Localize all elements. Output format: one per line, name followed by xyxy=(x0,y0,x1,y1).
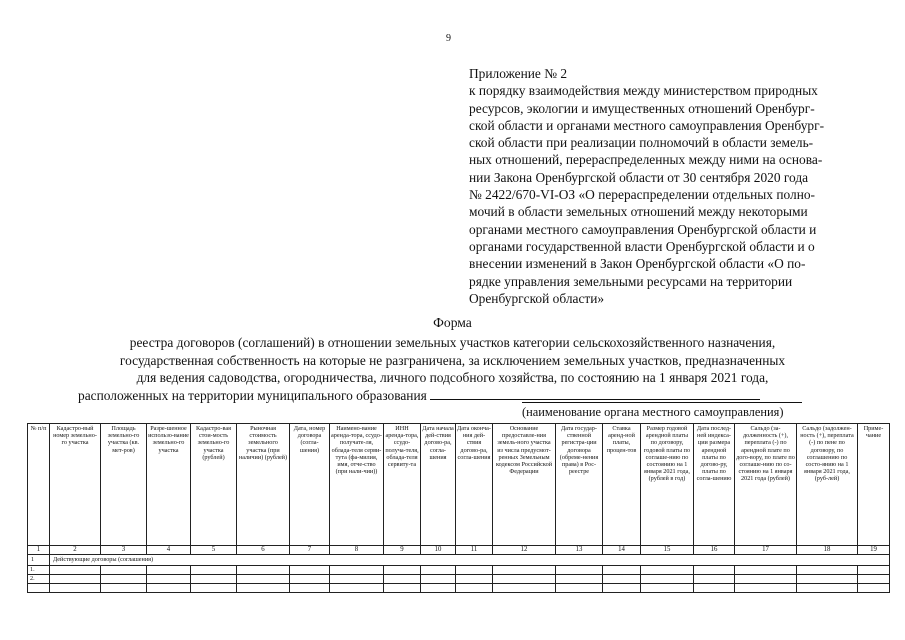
appendix-line: органами государственной власти Оренбургской области и о xyxy=(469,238,815,254)
cell[interactable] xyxy=(603,575,641,584)
col-number: 13 xyxy=(556,546,603,555)
cell[interactable] xyxy=(456,575,493,584)
section-num-cell: 1 xyxy=(28,555,50,566)
cell[interactable] xyxy=(147,566,191,575)
column-number-row xyxy=(28,546,890,555)
cell[interactable] xyxy=(384,566,421,575)
cell[interactable] xyxy=(330,584,384,593)
appendix-title: Приложение № 2 xyxy=(469,66,568,81)
col-number: 16 xyxy=(694,546,735,555)
col-number: 11 xyxy=(456,546,493,555)
appendix-line: ской области и органами местного самоуправления Оренбург- xyxy=(469,117,825,133)
appendix-line: Оренбургской области» xyxy=(469,290,605,306)
appendix-line: ской области при реализации полномочий в области земель- xyxy=(469,135,814,151)
cell[interactable] xyxy=(330,566,384,575)
appendix-line: к порядку взаимодействия между министерством природных xyxy=(469,83,818,99)
col-number: 15 xyxy=(641,546,694,555)
col-header: Кадастро-вый номер земельно-го участка xyxy=(50,424,101,546)
section-row xyxy=(28,555,890,566)
cell[interactable] xyxy=(797,584,858,593)
page-number: 9 xyxy=(446,33,451,44)
cell[interactable] xyxy=(556,575,603,584)
cell[interactable] xyxy=(237,566,290,575)
municipality-blank-line[interactable] xyxy=(430,387,760,400)
row-num: 2. xyxy=(28,575,50,584)
cell[interactable] xyxy=(556,584,603,593)
col-header: Сальдо (за-долженность (+), переплата (-) по арендной плате по дого-вору, по плате по соглаше-нию по со-стоянию на 1 января 2021 года (рублей) xyxy=(735,424,797,546)
appendix-line: внесении изменений в Закон Оренбургской области «О по- xyxy=(469,256,806,272)
cell[interactable] xyxy=(237,575,290,584)
col-number: 17 xyxy=(735,546,797,555)
cell[interactable] xyxy=(456,584,493,593)
col-header: Сальдо (задолжен-ность (+), переплата (-) по пене по договору, по соглашению по состо-янию на 1 января 2021 года, (руб-лей) xyxy=(797,424,858,546)
appendix-line: ных отношений, перераспределенных между ними на основа- xyxy=(469,152,823,168)
cell[interactable] xyxy=(421,566,456,575)
col-header: Приме-чание xyxy=(858,424,890,546)
intro-last-text: расположенных на территории муниципального образования xyxy=(78,387,427,403)
col-number: 18 xyxy=(797,546,858,555)
col-number: 14 xyxy=(603,546,641,555)
col-number: 4 xyxy=(147,546,191,555)
row-num xyxy=(28,584,50,593)
cell[interactable] xyxy=(290,566,330,575)
appendix-line: нии Закона Оренбургской области от 30 сентября 2020 года xyxy=(469,169,809,185)
intro-text xyxy=(0,334,905,404)
col-number: 9 xyxy=(384,546,421,555)
cell[interactable] xyxy=(384,584,421,593)
col-header: Кадастро-вая стои-мость земельно-го участка (рублей) xyxy=(191,424,237,546)
cell[interactable] xyxy=(290,584,330,593)
intro-line: для ведения садоводства, огородничества, личного подсобного хозяйства, по состоянию на 1 января 2021 года, xyxy=(136,370,769,386)
cell[interactable] xyxy=(735,584,797,593)
cell[interactable] xyxy=(641,566,694,575)
col-header: Дата послед-ней индекса-ции размера арендной платы по догово-ру, платы по согла-шению xyxy=(694,424,735,546)
cell[interactable] xyxy=(797,566,858,575)
section-title: Действующие договоры (соглашения) xyxy=(50,555,890,566)
col-number: 7 xyxy=(290,546,330,555)
col-header: Дата, номер договора (согла-шения) xyxy=(290,424,330,546)
cell[interactable] xyxy=(101,575,147,584)
cell[interactable] xyxy=(493,566,556,575)
cell[interactable] xyxy=(493,584,556,593)
form-label: Форма xyxy=(433,315,472,330)
appendix-line: мочий в области земельных отношений между некоторыми xyxy=(469,204,808,220)
col-header: Разре-шенное использо-вание земельно-го участка xyxy=(147,424,191,546)
cell[interactable] xyxy=(694,566,735,575)
col-number: 10 xyxy=(421,546,456,555)
col-header: Дата оконча-ния дей-ствия догово-ра, согла-шения xyxy=(456,424,493,546)
cell[interactable] xyxy=(797,575,858,584)
cell[interactable] xyxy=(237,584,290,593)
cell[interactable] xyxy=(556,566,603,575)
cell[interactable] xyxy=(858,575,890,584)
cell[interactable] xyxy=(101,584,147,593)
table-row[interactable] xyxy=(28,584,890,593)
cell[interactable] xyxy=(858,584,890,593)
col-header: Ставка аренд-ной платы, процен-тов xyxy=(603,424,641,546)
cell[interactable] xyxy=(290,575,330,584)
cell[interactable] xyxy=(421,575,456,584)
intro-line: реестра договоров (соглашений) в отношении земельных участков категории сельскохозяйственного назначения, xyxy=(129,335,776,350)
registry-table xyxy=(27,423,890,593)
appendix-line: ресурсов, экологии и имущественных отношений Оренбург- xyxy=(469,100,815,116)
cell[interactable] xyxy=(50,584,101,593)
col-header: Размер годовой арендной платы по договору, годовой платы по соглаше-нию по состоянию на 1 января 2021 года, (рублей в год) xyxy=(641,424,694,546)
header-row xyxy=(28,424,890,546)
col-number: 8 xyxy=(330,546,384,555)
cell[interactable] xyxy=(603,584,641,593)
appendix-line: органами местного самоуправления Оренбургской области и xyxy=(469,221,817,237)
cell[interactable] xyxy=(147,584,191,593)
org-name-blank-line[interactable] xyxy=(522,402,802,403)
col-number: 12 xyxy=(493,546,556,555)
appendix-line: № 2422/670-VI-ОЗ «О перераспределении отдельных полно- xyxy=(469,187,816,203)
cell[interactable] xyxy=(101,566,147,575)
col-header: Основание предоставле-ния земель-ного участка из числа предусмот-ренных Земельным кодексом Российской Федерации xyxy=(493,424,556,546)
col-number: 6 xyxy=(237,546,290,555)
row-num: 1. xyxy=(28,566,50,575)
cell[interactable] xyxy=(858,566,890,575)
cell[interactable] xyxy=(456,566,493,575)
cell[interactable] xyxy=(493,575,556,584)
col-header: Рыночная стоимость земельного участка (при наличии) (рублей) xyxy=(237,424,290,546)
cell[interactable] xyxy=(191,584,237,593)
cell[interactable] xyxy=(50,566,101,575)
col-header: Дата начала дей-ствия догово-ра, согла-шения xyxy=(421,424,456,546)
cell[interactable] xyxy=(735,575,797,584)
col-number: 2 xyxy=(50,546,101,555)
col-header: Площадь земельно-го участка (кв. мет-ров) xyxy=(101,424,147,546)
appendix-line: рядке управления земельными ресурсами на территории xyxy=(469,273,793,289)
table-row[interactable] xyxy=(28,575,890,584)
cell[interactable] xyxy=(735,566,797,575)
org-note: (наименование органа местного самоуправления) xyxy=(522,405,784,419)
cell[interactable] xyxy=(694,575,735,584)
col-number: 1 xyxy=(28,546,50,555)
col-number: 5 xyxy=(191,546,237,555)
col-number: 3 xyxy=(101,546,147,555)
cell[interactable] xyxy=(147,575,191,584)
cell[interactable] xyxy=(191,566,237,575)
cell[interactable] xyxy=(641,575,694,584)
intro-line: государственная собственность на которые не разграничена, за исключением земельных участков, предназначенных xyxy=(119,352,786,368)
cell[interactable] xyxy=(641,584,694,593)
cell[interactable] xyxy=(384,575,421,584)
col-header: Наимено-вание аренда-тора, ссудо-получате-ля, облада-теля серви-тута (фа-милия, имя, отче-ство (при нали-чии)) xyxy=(330,424,384,546)
cell[interactable] xyxy=(330,575,384,584)
cell[interactable] xyxy=(603,566,641,575)
appendix-block xyxy=(469,65,869,307)
cell[interactable] xyxy=(191,575,237,584)
col-header: Дата государ-ственной регистра-ции договора (обреме-нения права) в Рос-реестре xyxy=(556,424,603,546)
col-number: 19 xyxy=(858,546,890,555)
cell[interactable] xyxy=(421,584,456,593)
col-header: № п/п xyxy=(28,424,50,546)
col-header: ИНН аренда-тора, ссудо-получа-теля, облада-теля сервиту-та xyxy=(384,424,421,546)
cell[interactable] xyxy=(694,584,735,593)
table-row[interactable] xyxy=(28,566,890,575)
cell[interactable] xyxy=(50,575,101,584)
